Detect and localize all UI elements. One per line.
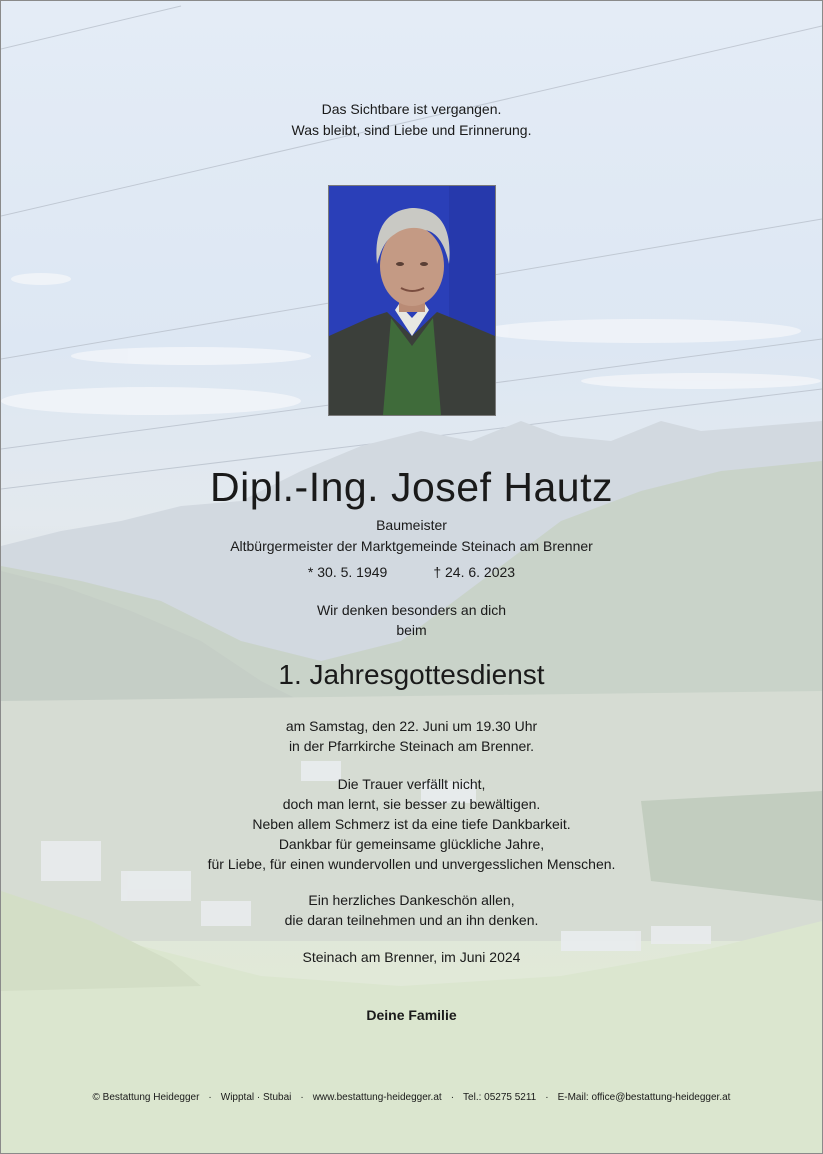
memorial-quote bbox=[1, 99, 822, 141]
footer-email[interactable]: E-Mail: office@bestattung-heidegger.at bbox=[557, 1092, 731, 1103]
event-datetime: am Samstag, den 22. Juni um 19.30 Uhr bbox=[285, 718, 538, 734]
footer-phone: Tel.: 05275 5211 bbox=[463, 1092, 537, 1103]
footer-region: Wipptal · Stubai bbox=[220, 1092, 292, 1103]
footer-website[interactable]: www.bestattung-heidegger.at bbox=[312, 1092, 442, 1103]
footer-separator: · bbox=[208, 1092, 212, 1103]
poem bbox=[1, 774, 822, 874]
poem-line: Dankbar für gemeinsame glückliche Jahre, bbox=[278, 836, 545, 852]
remember-line-1: Wir denken besonders an dich bbox=[316, 602, 507, 618]
deceased-name: Dipl.-Ing. Josef Hautz bbox=[210, 464, 613, 510]
thanks-text bbox=[1, 890, 822, 930]
footer bbox=[1, 1091, 822, 1105]
life-dates bbox=[1, 562, 822, 582]
portrait-photo bbox=[328, 185, 496, 416]
poem-line: doch man lernt, sie besser zu bewältigen. bbox=[282, 796, 541, 812]
footer-separator: · bbox=[450, 1092, 455, 1103]
poem-line: für Liebe, für einen wundervollen und unvergesslichen Menschen. bbox=[207, 856, 616, 872]
remembrance-text bbox=[1, 600, 822, 640]
poem-line: Die Trauer verfällt nicht, bbox=[337, 776, 486, 792]
quote-line-1: Das Sichtbare ist vergangen. bbox=[321, 101, 502, 117]
footer-separator: · bbox=[300, 1092, 304, 1103]
card-content bbox=[1, 1, 822, 1153]
birth-date: * 30. 5. 1949 bbox=[307, 564, 388, 580]
place-and-date: Steinach am Brenner, im Juni 2024 bbox=[302, 949, 521, 965]
footer-company: © Bestattung Heidegger bbox=[92, 1092, 200, 1103]
title-office: Altbürgermeister der Marktgemeinde Steinach am Brenner bbox=[230, 538, 593, 554]
event-title: 1. Jahresgottesdienst bbox=[278, 659, 545, 690]
thanks-line-1: Ein herzliches Dankeschön allen, bbox=[308, 892, 515, 908]
thanks-line-2: die daran teilnehmen und an ihn denken. bbox=[284, 912, 539, 928]
poem-line: Neben allem Schmerz ist da eine tiefe Dankbarkeit. bbox=[252, 816, 571, 832]
title-profession: Baumeister bbox=[376, 517, 447, 533]
event-location: in der Pfarrkirche Steinach am Brenner. bbox=[288, 738, 535, 754]
footer-separator: · bbox=[545, 1092, 549, 1103]
deceased-titles bbox=[1, 515, 822, 557]
family-signature: Deine Familie bbox=[366, 1007, 457, 1023]
death-date: † 24. 6. 2023 bbox=[433, 564, 516, 580]
event-details bbox=[1, 716, 822, 756]
quote-line-2: Was bleibt, sind Liebe und Erinnerung. bbox=[291, 122, 532, 138]
remember-line-2: beim bbox=[396, 622, 427, 638]
